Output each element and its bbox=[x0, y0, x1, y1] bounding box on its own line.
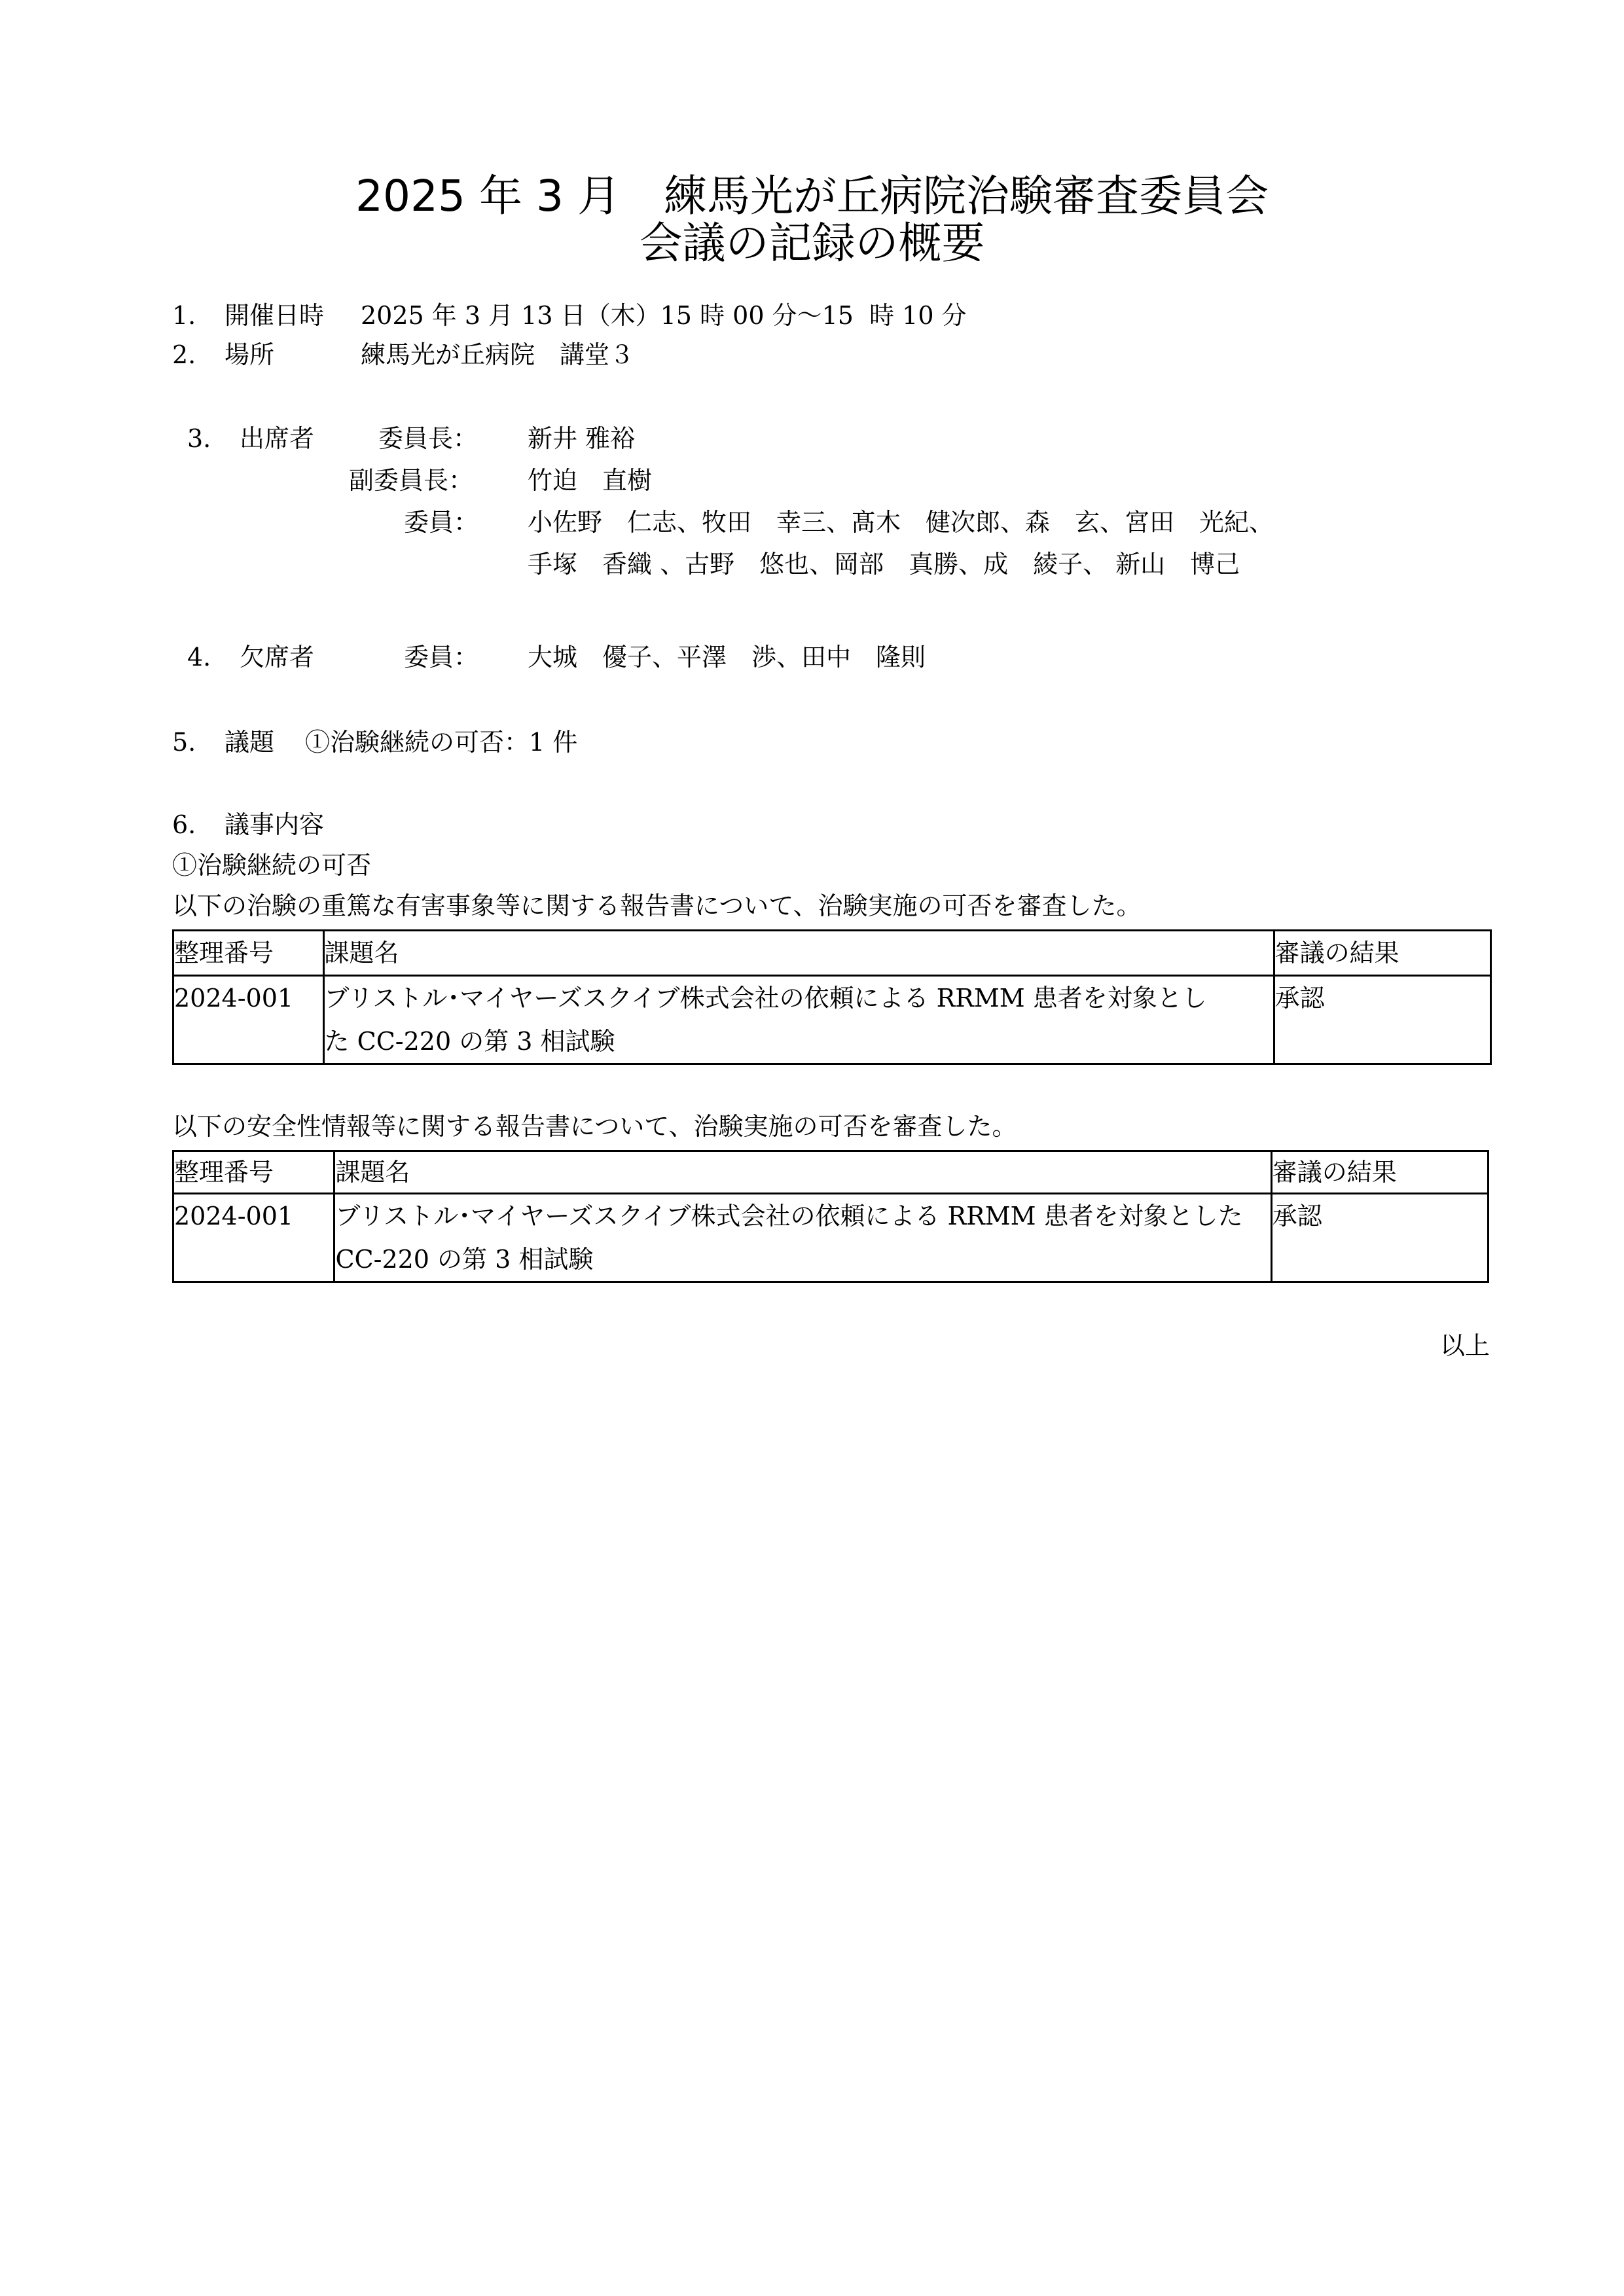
row-title bbox=[334, 1194, 1271, 1282]
chair-name: 新井 雅裕 bbox=[528, 424, 636, 453]
safety-information-review-table bbox=[172, 1150, 1489, 1283]
document-title-line1: 2025 年 3 月 練馬光が丘病院治験審査委員会 bbox=[355, 171, 1269, 221]
item-number-4: 4. bbox=[187, 643, 211, 672]
absent-label: 欠席者 bbox=[240, 643, 315, 672]
header-result: 審議の結果 bbox=[1271, 1151, 1488, 1194]
item-number-5: 5. bbox=[172, 728, 196, 757]
place-label: 場所 bbox=[225, 340, 275, 369]
members-line2: 手塚 香織 、古野 悠也、岡部 真勝、成 綾子、 新山 博己 bbox=[528, 550, 1240, 579]
absent-names: 大城 優子、平澤 渉、田中 隆則 bbox=[528, 643, 926, 672]
section1-intro: 以下の治験の重篤な有害事象等に関する報告書について、治験実施の可否を審査した。 bbox=[172, 891, 1142, 920]
closing-remark: 以上 bbox=[1440, 1331, 1490, 1360]
row-number: 2024-001 bbox=[173, 976, 324, 1064]
date-label: 開催日時 bbox=[225, 301, 325, 330]
attendees-label: 出席者 bbox=[240, 424, 315, 453]
table-header-row bbox=[173, 931, 1491, 976]
header-result: 審議の結果 bbox=[1274, 931, 1490, 976]
row-title-line2: た CC-220 の第 3 相試験 bbox=[324, 1027, 615, 1056]
proceedings-subheading: ①治験継続の可否 bbox=[172, 851, 372, 880]
absent-role: 委員： bbox=[404, 643, 479, 672]
place-value: 練馬光が丘病院 講堂３ bbox=[361, 340, 635, 369]
chair-role: 委員長： bbox=[378, 424, 478, 453]
vice-chair-name: 竹迫 直樹 bbox=[528, 466, 653, 495]
row-title-line1: ブリストル･マイヤーズスクイブ株式会社の依頼による RRMM 患者を対象とした bbox=[335, 1202, 1243, 1230]
header-title: 課題名 bbox=[334, 1151, 1271, 1194]
date-value: 2025 年 3 月 13 日（木）15 時 00 分～15 時 10 分 bbox=[361, 301, 967, 330]
item-number-1: 1. bbox=[172, 301, 196, 330]
row-result: 承認 bbox=[1274, 976, 1490, 1064]
header-number: 整理番号 bbox=[173, 931, 324, 976]
agenda-value: ①治験継続の可否：1 件 bbox=[305, 728, 578, 757]
members-role: 委員： bbox=[404, 508, 479, 537]
section2-intro: 以下の安全性情報等に関する報告書について、治験実施の可否を審査した。 bbox=[172, 1112, 1017, 1141]
table-row bbox=[173, 1194, 1489, 1282]
item-number-2: 2. bbox=[172, 340, 196, 369]
proceedings-label: 議事内容 bbox=[225, 810, 325, 839]
row-title-line1: ブリストル･マイヤーズスクイブ株式会社の依頼による RRMM 患者を対象とし bbox=[324, 984, 1207, 1013]
vice-chair-role: 副委員長： bbox=[349, 466, 474, 495]
table-header-row bbox=[173, 1151, 1489, 1194]
agenda-label: 議題 bbox=[225, 728, 275, 757]
item-number-3: 3. bbox=[187, 424, 211, 453]
row-number: 2024-001 bbox=[173, 1194, 334, 1282]
header-title: 課題名 bbox=[323, 931, 1274, 976]
table-row bbox=[173, 976, 1491, 1064]
members-line1: 小佐野 仁志、牧田 幸三、髙木 健次郎、森 玄、宮田 光紀、 bbox=[528, 508, 1274, 537]
row-title-line2: CC-220 の第 3 相試験 bbox=[335, 1245, 594, 1274]
row-title bbox=[323, 976, 1274, 1064]
item-number-6: 6. bbox=[172, 810, 196, 839]
serious-adverse-event-review-table bbox=[172, 929, 1492, 1065]
header-number: 整理番号 bbox=[173, 1151, 334, 1194]
document-title-line2: 会議の記録の概要 bbox=[639, 218, 985, 268]
row-result: 承認 bbox=[1271, 1194, 1488, 1282]
